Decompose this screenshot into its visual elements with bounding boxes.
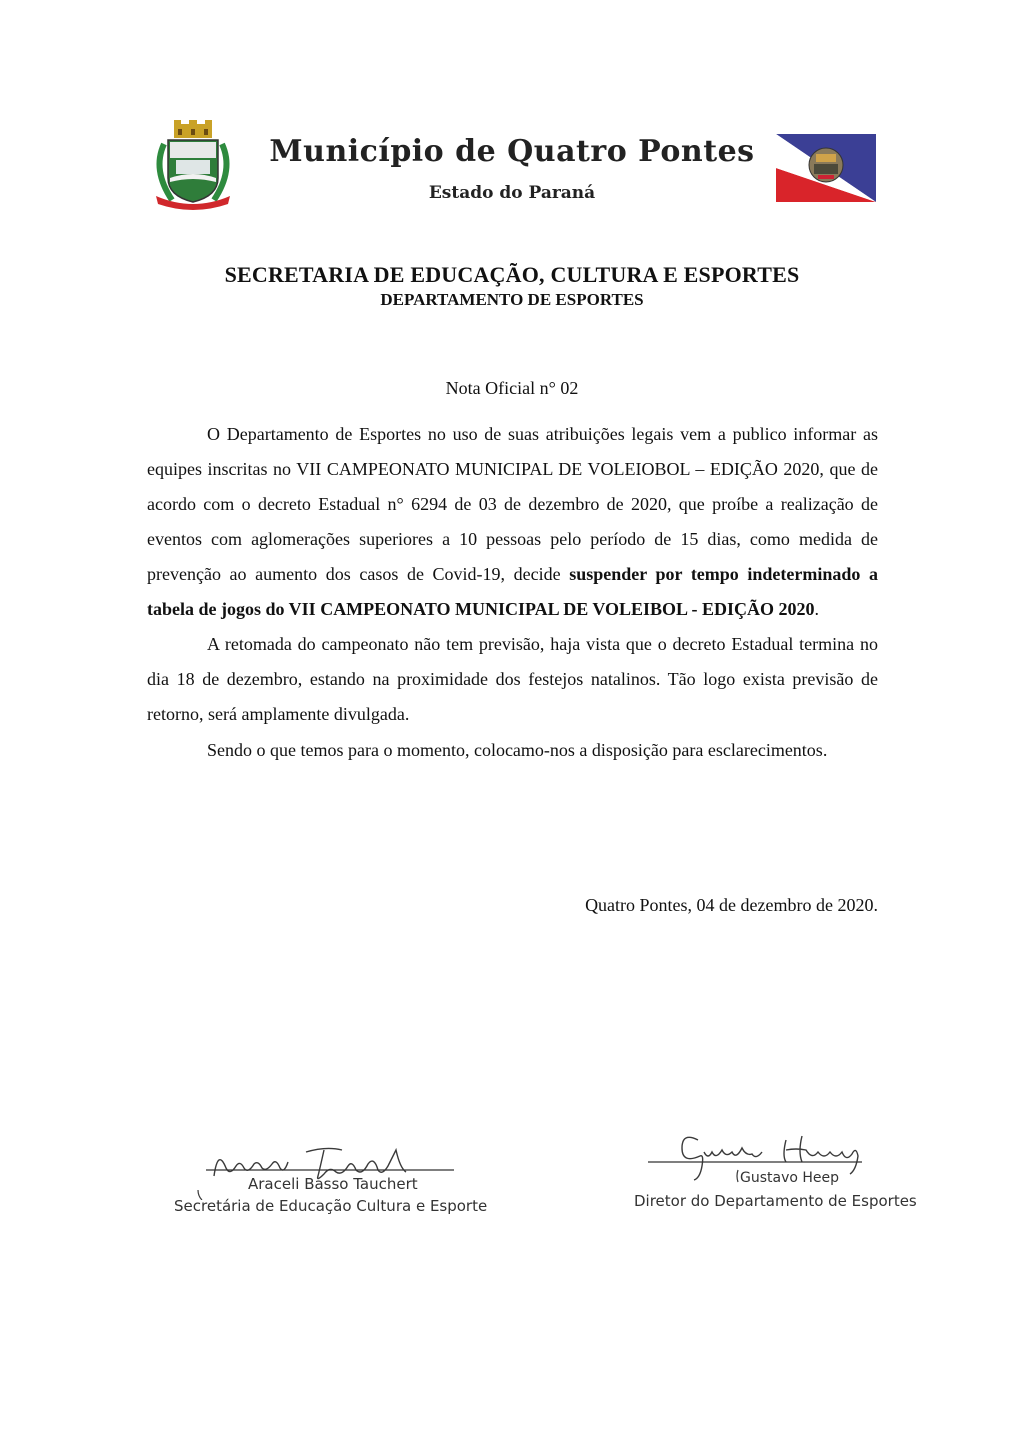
paragraph-1-end: . <box>814 599 820 619</box>
paragraph-2: A retomada do campeonato não tem previsão, haja vista que o decreto Estadual termina no dia 18 de dezembro, estando na proximidade dos festejos natalinos. Tão logo exista previsão de retorno, será amplamente divulgada. <box>147 634 878 724</box>
signer-right-name: Gustavo Heep <box>740 1170 840 1186</box>
signer-left-name: Araceli Basso Tauchert <box>248 1175 418 1193</box>
municipality-name: Município de Quatro Pontes <box>269 134 755 169</box>
note-title: Nota Oficial n° 02 <box>445 378 579 398</box>
paragraph-1-bold: suspender por tempo indeterminado a tabela de jogos do VII CAMPEONATO MUNICIPAL DE VOLEIBOL - EDIÇÃO 2020 <box>147 564 879 619</box>
paragraph-1 <box>147 417 878 627</box>
secretariat-heading: SECRETARIA DE EDUCAÇÃO, CULTURA E ESPORTES <box>224 262 800 287</box>
note-body <box>147 417 878 762</box>
department-heading: DEPARTAMENTO DE ESPORTES <box>380 290 644 309</box>
signer-left-role: Secretária de Educação Cultura e Esporte <box>174 1197 488 1215</box>
state-name: Estado do Paraná <box>428 183 596 203</box>
coat-of-arms-icon <box>148 120 238 212</box>
paragraph-1-text: O Departamento de Esportes no uso de suas atribuições legais vem a publico informar as equipes inscritas no VII CAMPEONATO MUNICIPAL DE VOLEIOBOL – EDIÇÃO 2020, que de acordo com o decreto Estadual n° 6294 de 03 de dezembro de 2020, que proíbe a realização de eventos com aglomerações superiores a 10 pessoas pelo período de 15 dias, como medida de prevenção ao aumento dos casos de Covid-19, decide <box>147 424 878 584</box>
date-line: Quatro Pontes, 04 de dezembro de 2020. <box>585 895 878 915</box>
paragraph-3: Sendo o que temos para o momento, colocamo-nos a disposição para esclarecimentos. <box>207 740 828 760</box>
signer-right-role: Diretor do Departamento de Esportes <box>634 1192 917 1210</box>
municipal-flag-icon <box>776 134 876 202</box>
